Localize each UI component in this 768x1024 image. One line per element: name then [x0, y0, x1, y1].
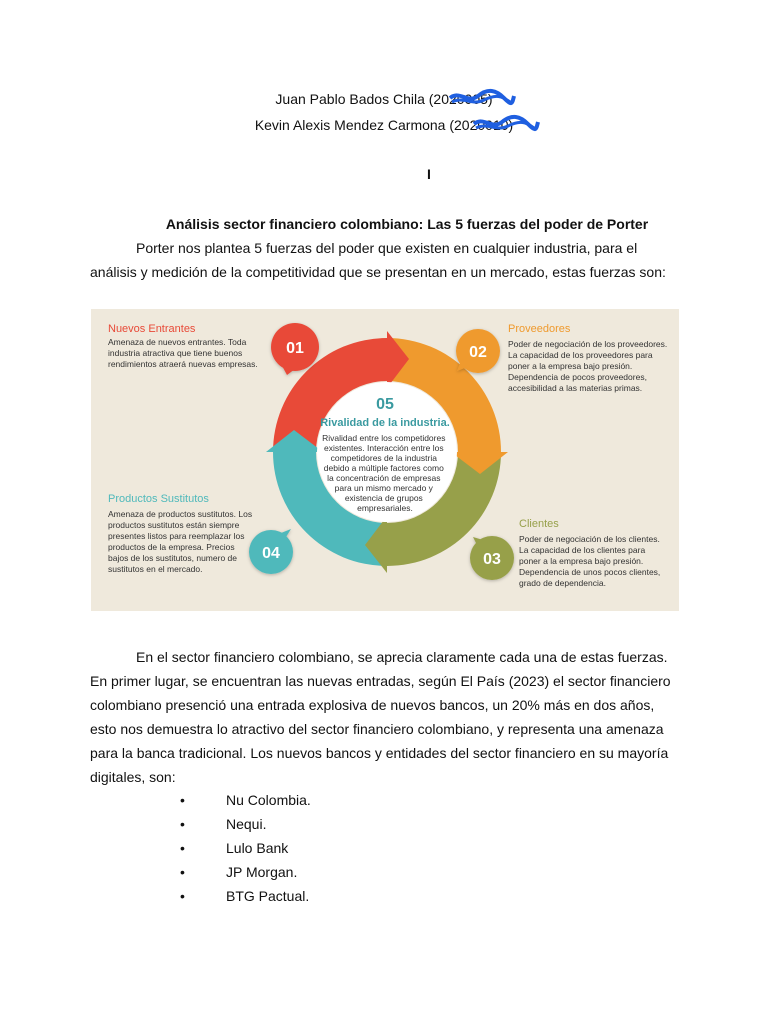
force-02-text: Poder de negociación de los proveedores. La capacidad de los proveedores para poner a la empresa bajo presión. Dependencia de pocos proveedores, accesibilidad a las materias primas. [508, 339, 668, 393]
badge-04 [249, 529, 293, 574]
bullet-icon: • [180, 888, 185, 904]
center-number: 05 [376, 396, 394, 413]
author-name: Juan Pablo Bados Chila [275, 91, 425, 107]
force-03-text: Poder de negociación de los clientes. La capacidad de los clientes para poner a la empresa bajo presión. Dependencia de unos pocos clientes, grado de dependencia. [519, 534, 661, 588]
bullet-icon: • [180, 840, 185, 856]
badge-01-label: 01 [286, 340, 304, 357]
center-title: Rivalidad de la industria. [320, 417, 450, 429]
force-04-title: Productos Sustitutos [108, 493, 209, 505]
body-paragraph: En el sector financiero colombiano, se aprecia claramente cada una de estas fuerzas. En primer lugar, se encuentran las nuevas entradas, según El País (2023) el sector financiero colombiano presenció una entrada explosiva de nuevos bancos, un 20% más en dos años, esto nos demuestra lo atractivo del sector financiero colombiano, y representa una amenaza para la banca tradicional. Los nuevos bancos y entidades del sector financiero en su mayoría digitales, son: [90, 649, 671, 785]
force-01-text: Amenaza de nuevos entrantes. Toda industria atractiva que tiene buenos rendimientos atraerá nuevas empresas. [108, 337, 258, 369]
author-line-2 [0, 117, 768, 133]
intro-paragraph: Porter nos plantea 5 fuerzas del poder que existen en cualquier industria, para el análisis y medición de la competitividad que se presentan en un mercado, estas fuerzas son: [90, 240, 666, 280]
center-text: Rivalidad entre los competidores existentes. Interacción entre los competidores de la industria debido a múltiple factores como la concentración de empresas para un mismo mercado y existencia de grupos empresariales. [322, 433, 446, 513]
force-03-title: Clientes [519, 518, 559, 530]
list-item-text: Nequi. [226, 816, 267, 832]
list-item-text: JP Morgan. [226, 864, 298, 880]
redacted-id: (2020005) [428, 91, 493, 107]
author-name: Kevin Alexis Mendez Carmona [254, 117, 446, 133]
redacted-id: (2020010) [449, 117, 514, 133]
bullet-icon: • [180, 792, 185, 808]
bullet-icon: • [180, 864, 185, 880]
badge-02 [456, 329, 500, 373]
badge-03 [470, 536, 514, 580]
redaction-scribble-1 [446, 88, 516, 110]
list-item-text: BTG Pactual. [226, 888, 310, 904]
list-item-text: Nu Colombia. [226, 792, 311, 808]
force-02-title: Proveedores [508, 323, 571, 335]
bullet-icon: • [180, 816, 185, 832]
document-heading: Análisis sector financiero colombiano: Las 5 fuerzas del poder de Porter [165, 216, 649, 232]
list-item-text: Lulo Bank [226, 840, 289, 856]
porter-five-forces-infographic [91, 309, 679, 611]
force-04-text: Amenaza de productos sustitutos. Los productos sustitutos están siempre presentes listos para reemplazar los productos de la empresa. Precios bajos de los sustitutos, numero de sustitutos en el mercado. [108, 509, 253, 574]
badge-03-label: 03 [483, 551, 501, 568]
section-numeral: I [427, 166, 431, 182]
redaction-scribble-2 [470, 114, 540, 136]
author-line-1 [0, 91, 768, 107]
badge-04-label: 04 [262, 545, 280, 562]
badge-02-label: 02 [469, 344, 487, 361]
force-01-title: Nuevos Entrantes [108, 323, 196, 335]
